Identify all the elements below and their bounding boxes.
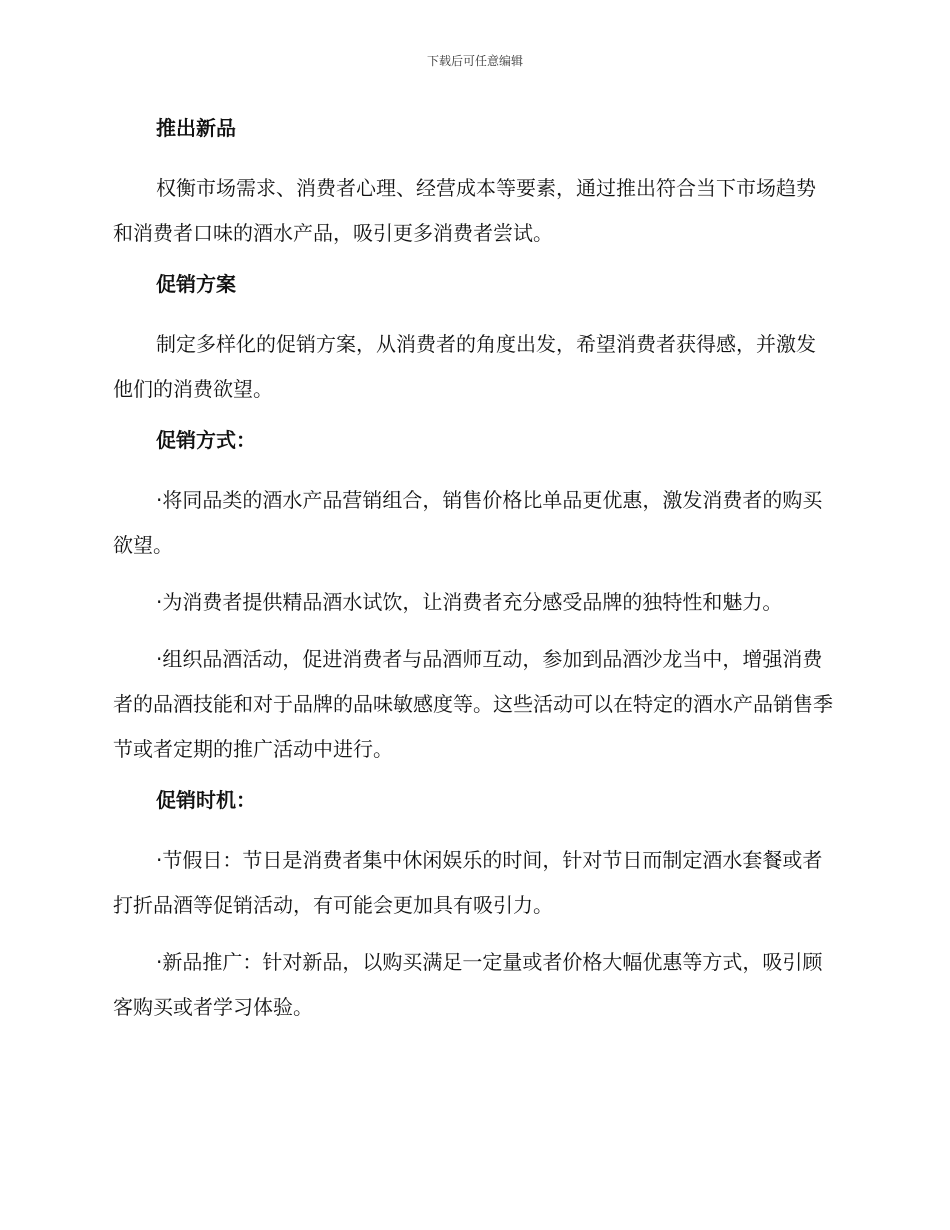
section-paragraph-new-products: 权衡市场需求、消费者心理、经营成本等要素，通过推出符合当下市场趋势和消费者口味的酒水产品，吸引更多消费者尝试。 <box>113 176 816 245</box>
section-heading-promo-timing: 促销时机： <box>156 788 256 812</box>
page-header: 下载后可任意编辑 <box>426 54 523 68</box>
section-heading-promo-plan: 促销方案 <box>156 272 236 296</box>
list-item-promo-timing-holiday: ·节假日：节日是消费者集中休闲娱乐的时间，针对节日而制定酒水套餐或者打折品酒等促销活动，有可能会更加具有吸引力。 <box>113 848 823 917</box>
section-paragraph-promo-plan: 制定多样化的促销方案，从消费者的角度出发，希望消费者获得感，并激发他们的消费欲望。 <box>113 332 816 401</box>
section-heading-promo-methods: 促销方式： <box>156 428 256 452</box>
document-body <box>113 112 833 1042</box>
section-heading-new-products: 推出新品 <box>156 116 236 140</box>
list-item-promo-method-bundle: ·将同品类的酒水产品营销组合，销售价格比单品更优惠，激发消费者的购买欲望。 <box>113 488 823 557</box>
list-item-promo-method-event: ·组织品酒活动，促进消费者与品酒师互动，参加到品酒沙龙当中，增强消费者的品酒技能和对于品牌的品味敏感度等。这些活动可以在特定的酒水产品销售季节或者定期的推广活动中进行。 <box>113 647 833 761</box>
list-item-promo-timing-new-product: ·新品推广：针对新品，以购买满足一定量或者价格大幅优惠等方式，吸引顾客购买或者学习体验。 <box>113 950 823 1019</box>
list-item-promo-method-tasting: ·为消费者提供精品酒水试饮，让消费者充分感受品牌的独特性和魅力。 <box>156 590 783 614</box>
